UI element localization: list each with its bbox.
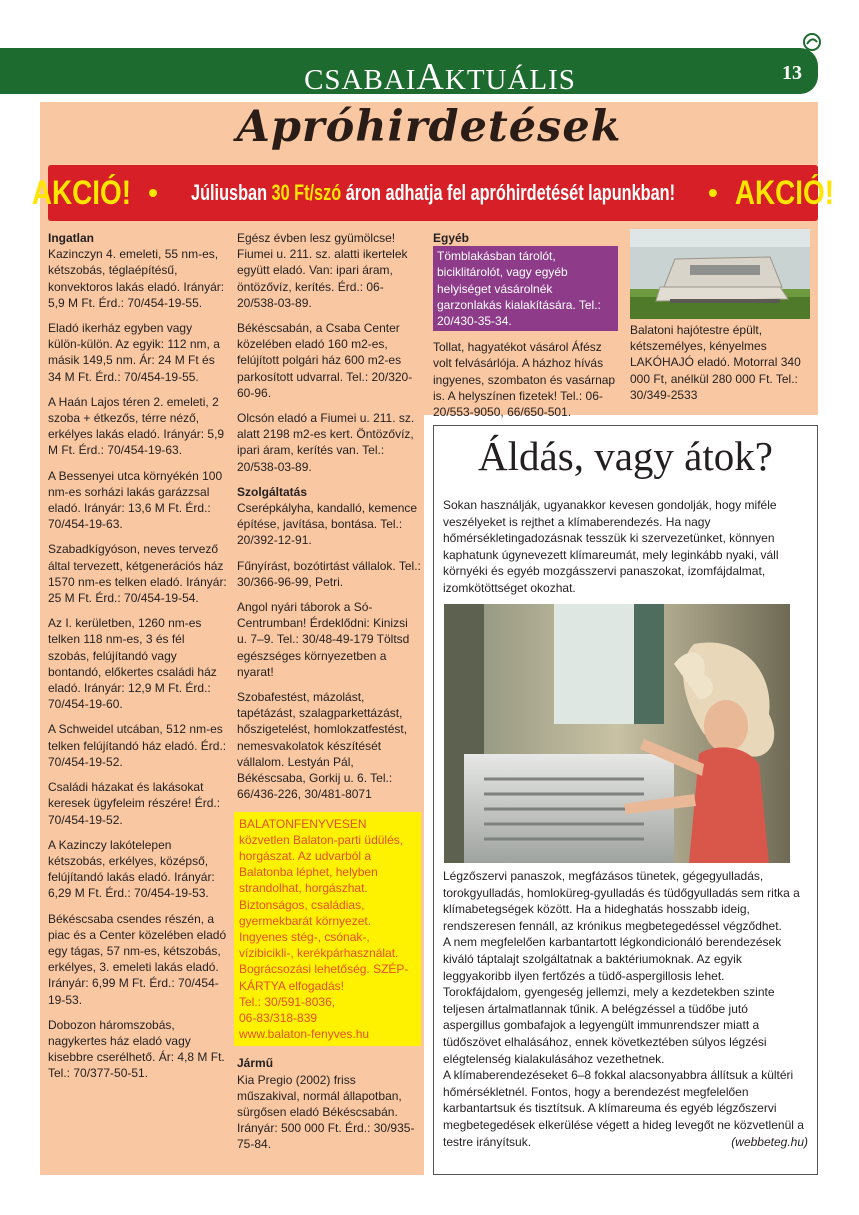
classified-ad: Dobozon háromszobás, nagykertes ház eladó vagy kisebbre cserélhető. Ár: 4,8 M Ft. Tel.: 70/377-50-51. <box>48 1017 225 1081</box>
masthead-title <box>250 55 630 99</box>
promo-banner <box>32 165 834 221</box>
child-air-conditioner-photo <box>444 604 790 863</box>
promo-label-left: AKCIÓ! <box>32 173 132 212</box>
classified-ad: Egész évben lesz gyümölcse! Fiumei u. 211. sz. alatti ikertelek együtt eladó. Van: ipari áram, öntözővíz, kerítés. Érd.: 06-20/538-03-89. <box>237 231 408 310</box>
section-title: Apróhirdetések <box>236 102 622 152</box>
classified-ad: Angol nyári táborok a Só-Centrumban! Érdeklődni: Kinizsi u. 7–9. Tel.: 30/48-49-179 Töltsd egészséges környezetben a nyarat! <box>237 600 410 679</box>
classified-ad: A Haán Lajos téren 2. emeleti, 2 szoba + étkezős, térre néző, erkélyes lakás eladó. Irányár: 5,9 M Ft. Érd.: 70/454-19-63. <box>48 394 225 458</box>
article-source: (webbeteg.hu) <box>731 1134 808 1149</box>
article-intro: Sokan használják, ugyanakkor kevesen gondolják, hogy miféle veszélyeket is rejthet a klímaberendezés. Ha nagy hőmérsékletingadozásnak tesszük ki szervezetünket, könnyen kaphatunk úgynevezett klímareumát, mely leginkább nyaki, váll környéki és egyéb mozgásszervi panaszokat, izomfájdalmat, izomkötöttséget okozhat. <box>443 498 779 595</box>
classified-ad: Balatoni hajótestre épült, kétszemélyes, kényelmes LAKÓHAJÓ eladó. Motorral 340 000 Ft, anélkül 280 000 Ft. Tel.: 30/349-2533 <box>630 323 801 402</box>
bullet-icon: • <box>708 177 718 208</box>
highlighted-ad-balatonfenyves <box>234 812 421 1047</box>
article-paragraph: Légzőszervi panaszok, megfázásos tünetek, gégegyulladás, torokgyulladás, homloküreg-gyulladás és tüdőgyulladás sem ritka a klímabetegségek között. Ha a hideghatás hosszabb ideig, rendszeresen fennáll, az krónikus megbetegedéssel végződhet. <box>443 869 800 933</box>
promo-label-right: AKCIÓ! <box>734 173 834 212</box>
houseboat-photo <box>630 229 810 319</box>
highlighted-ad-website: www.balaton-fenyves.hu <box>239 1027 370 1042</box>
classified-ad: Tollat, hagyatékot vásárol Áfész volt felvásárlója. A házhoz hívás ingyenes, szombaton és vasárnap is. A helyszínen fizetek! Tel.: 06-20/553-9050, 66/650-501. <box>433 340 616 420</box>
category-heading: Szolgáltatás <box>237 484 308 499</box>
classified-ad: Szabadkígyóson, neves tervező által tervezett, kétgenerációs ház 1570 nm-es telken eladó. Irányár: 25 M Ft. Érd.: 70/454-19-54. <box>48 542 227 606</box>
classified-ad: A Bessenyei utca környékén 100 nm-es sorházi lakás garázzsal eladó. Irányár: 13,6 M Ft. Érd.: 70/454-19-63. <box>48 468 223 532</box>
highlighted-ad-storage: Tömblakásban tárolót, biciklitárolót, vagy egyéb helyiséget vásárolnék garzonlakás kialakítására. Tel.: 20/430-35-34. <box>433 246 618 331</box>
masthead-initial: A <box>416 56 445 98</box>
classified-ad: Kazinczyn 4. emeleti, 55 nm-es, kétszobás, téglaépítésű, konvektoros lakás eladó. Irányár: 5,9 M Ft. Érd.: 70/454-19-55. <box>48 247 225 310</box>
promo-text-part: Júliusban <box>191 180 272 205</box>
promo-text-part: áron adhatja fel apróhirdetését lapunkban! <box>341 180 675 205</box>
classified-ad: Békéscsabán, a Csaba Center közelében eladó 160 m2-es, felújított polgári ház 600 m2-es parkosított udvarral. Tel.: 20/320-60-96. <box>237 321 413 400</box>
ads-column-real-estate <box>48 230 228 1091</box>
page-number: 13 <box>782 62 802 84</box>
classified-ad: Békéscsaba csendes részén, a piac és a Center közelében eladó egy tágas, 57 nm-es, kétszobás, erkélyes, 3. emeleti lakás eladó. Irányár: 6,99 M Ft. Érd.: 70/454-19-53. <box>48 911 227 1007</box>
masthead-part: KTUÁLIS <box>444 64 576 96</box>
classified-ad: Eladó ikerház egyben vagy külön-külön. Az egyik: 112 nm, a másik 149,5 nm. Ár: 24 M Ft és 34 M Ft. Érd.: 70/454-19-55. <box>48 321 220 384</box>
ads-column-houseboat <box>630 322 810 412</box>
category-heading: Jármű <box>237 1056 274 1071</box>
classified-ad: Cserépkályha, kandalló, kemence építése, javítása, bontása. Tel.: 20/392-12-91. <box>237 501 418 548</box>
classified-ad: Kia Pregio (2002) friss műszakival, normál állapotban, sürgősen eladó Békéscsabán. Irányár: 500 000 Ft. Érd.: 30/935-75-84. <box>237 1072 415 1152</box>
masthead-part: CSABAI <box>304 64 417 96</box>
highlighted-ad-phone: 06-83/318-839 <box>239 1010 318 1025</box>
promo-price: 30 Ft/szó <box>271 180 342 205</box>
classified-ad: Szobafestést, mázolást, tapétázást, szalagparkettázást, hőszigetelést, homlokzatfestést, nemesvakolatok készítését vállalom. Lestyán Pál, Békéscsaba, Gorkij u. 6. Tel.: 66/436-226, 30/481-8071 <box>237 690 408 802</box>
classified-ad: Családi házakat és lakásokat keresek ügyfeleim részére! Érd.: 70/454-19-52. <box>48 780 221 827</box>
highlighted-ad-text: BALATONFENYVESEN közvetlen Balaton-parti üdülés, horgászat. Az udvarból a Balatonba léphet, helyben strandolhat, horgászhat. Biztonságos, családias, gyermekbarát környezet. Ingyenes stég-, csónak-, vízibicikli-, kerékpárhasználat. Bográcsozási lehetőség. SZÉP-KÁRTYA elfogadás! <box>239 816 409 993</box>
classified-ad: Az I. kerületben, 1260 nm-es telken 118 nm-es, 3 és fél szobás, felújítandó vagy bontandó, előkertes családi ház eladó. Irányár: 12,9 M Ft. Érd.: 70/454-19-60. <box>48 616 217 712</box>
category-heading: Ingatlan <box>48 231 95 245</box>
ads-column-other <box>433 230 618 429</box>
article-paragraph: Torokfájdalom, gyengeség jellemzi, mely a kezdetekben szinte teljesen ártalmatlannak tűnik. A belégzéssel a tüdőbe jutó aspergillus gombafajok a legyengült immunrendszer miatt a tüdőszövet elhalásához, ennek következtében súlyos légzési elégtelenség kialakulásához vezethetnek. <box>443 985 775 1066</box>
classified-ad: Fűnyírást, bozótirtást vállalok. Tel.: 30/366-96-99, Petri. <box>237 558 421 589</box>
classified-ad: A Schweidel utcában, 512 nm-es telken felújítandó ház eladó. Érd.: 70/454-19-52. <box>48 722 227 769</box>
bullet-icon: • <box>148 177 158 208</box>
promo-text <box>191 180 675 206</box>
classified-ad: A Kazinczy lakótelepen kétszobás, erkélyes, középső, felújítandó lakás eladó. Irányár: 6,29 M Ft. Érd.: 70/454-19-53. <box>48 837 215 901</box>
article-paragraph <box>443 1067 808 1150</box>
classified-ad: Olcsón eladó a Fiumei u. 211. sz. alatt 2198 m2-es kert. Öntözővíz, ipari áram, kerítés van. Tel.: 20/538-03-89. <box>237 411 415 474</box>
article-paragraph-text: A klímaberendezéseket 6–8 fokkal alacsonyabbra állítsuk a kültéri hőmérsékletnél. Fontos, hogy a berendezést megfelelően karbantartsuk és tisztítsuk. A klímareuma és egyéb légzőszervi megbetegedések elkerülése végett a hideg levegőt ne közvetlenül a testre irányítsuk. <box>443 1068 804 1149</box>
article-body <box>443 868 808 1150</box>
article-paragraph: A nem megfelelően karbantartott légkondicionáló berendezések kiváló táptalajt szolgáltatnak a baktériumoknak. Az egyik leggyakoribb ilyen fertőzés a tüdő-aspergillosis lehet. <box>443 935 782 983</box>
article-title: Áldás, vagy átok? <box>478 433 773 479</box>
ads-column-mixed <box>237 230 421 1162</box>
category-heading: Egyéb <box>433 231 470 245</box>
highlighted-ad-phone: Tel.: 30/591-8036, <box>239 994 336 1009</box>
